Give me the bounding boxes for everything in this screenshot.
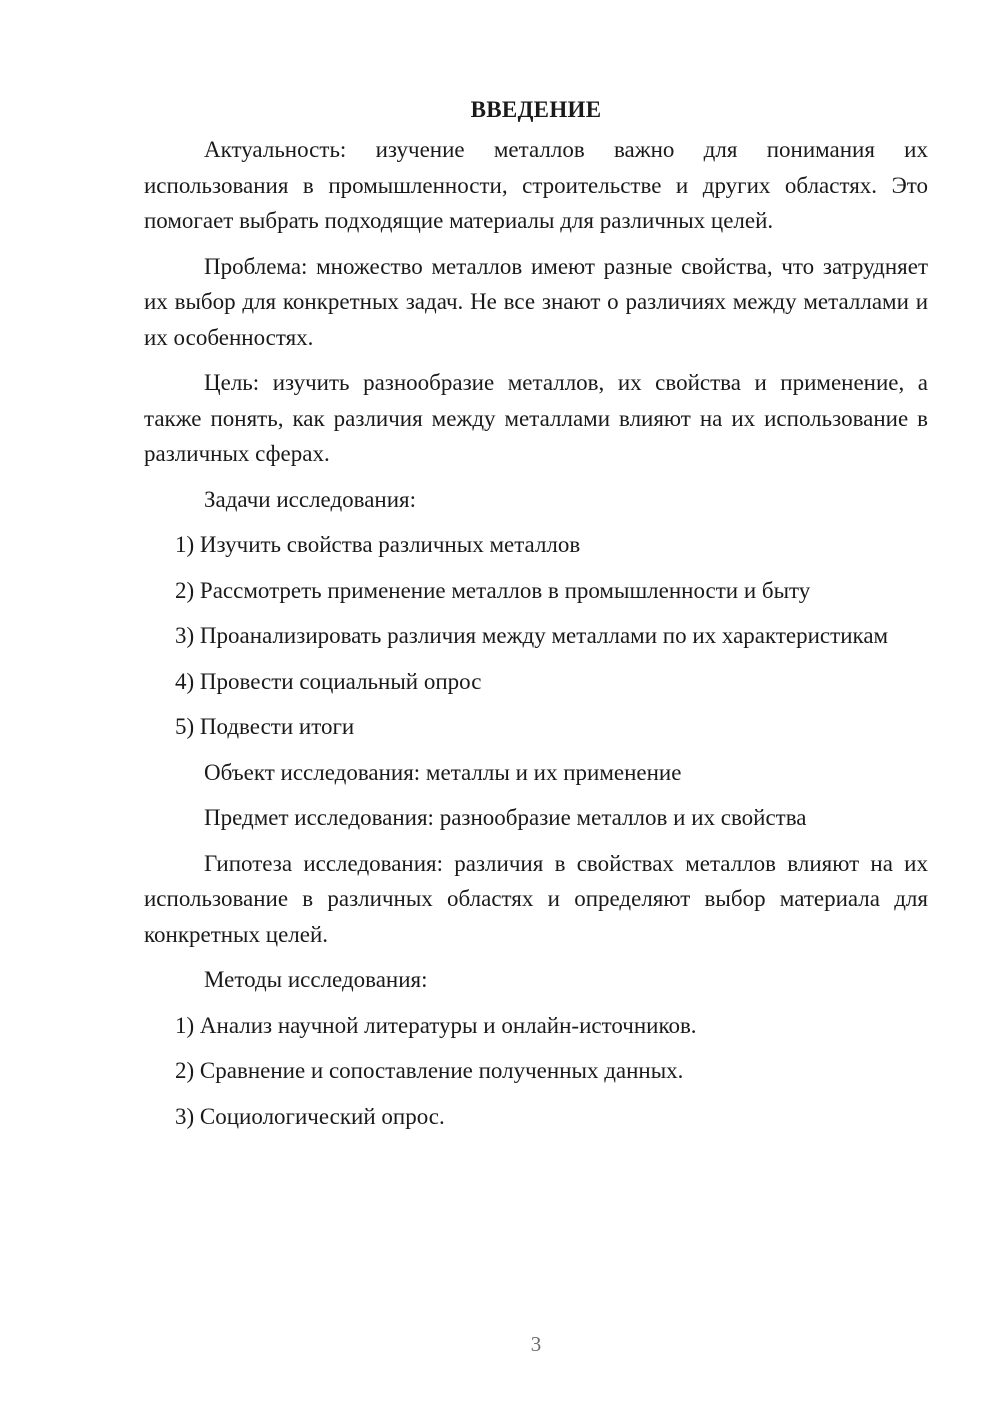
section-heading: ВВЕДЕНИЕ (470, 97, 602, 122)
subject-paragraph: Предмет исследования: разнообразие металлов и их свойства (204, 805, 807, 830)
relevance-paragraph: Актуальность: изучение металлов важно для понимания их использования в промышленности, строительстве и других областях. Это помогает выбрать подходящие материалы для различных целей. (144, 137, 928, 233)
problem-paragraph: Проблема: множество металлов имеют разные свойства, что затрудняет их выбор для конкретных задач. Не все знают о различиях между металлами и их особенностях. (144, 253, 928, 350)
task-item: 5) Подвести итоги (175, 714, 355, 739)
page-number: 3 (530, 1332, 542, 1356)
method-item: 2) Сравнение и сопоставление полученных данных. (175, 1058, 684, 1083)
goal-paragraph: Цель: изучить разнообразие металлов, их свойства и применение, а также понять, как различия между металлами влияют на их использование в различных сферах. (144, 370, 928, 466)
task-item: 2) Рассмотреть применение металлов в промышленности и быту (175, 577, 811, 603)
method-item: 1) Анализ научной литературы и онлайн-источников. (175, 1012, 697, 1038)
tasks-heading: Задачи исследования: (204, 486, 417, 512)
object-paragraph: Объект исследования: металлы и их применение (204, 759, 682, 785)
task-item: 4) Провести социальный опрос (175, 668, 482, 694)
methods-heading: Методы исследования: (204, 967, 428, 992)
method-item: 3) Социологический опрос. (175, 1103, 445, 1129)
task-item: 3) Проанализировать различия между металлами по их характеристикам (175, 623, 889, 648)
document-page (144, 92, 928, 1144)
task-item: 1) Изучить свойства различных металлов (175, 532, 581, 557)
hypothesis-paragraph: Гипотеза исследования: различия в свойствах металлов влияют на их использование в различных областях и определяют выбор материала для конкретных целей. (144, 850, 928, 947)
